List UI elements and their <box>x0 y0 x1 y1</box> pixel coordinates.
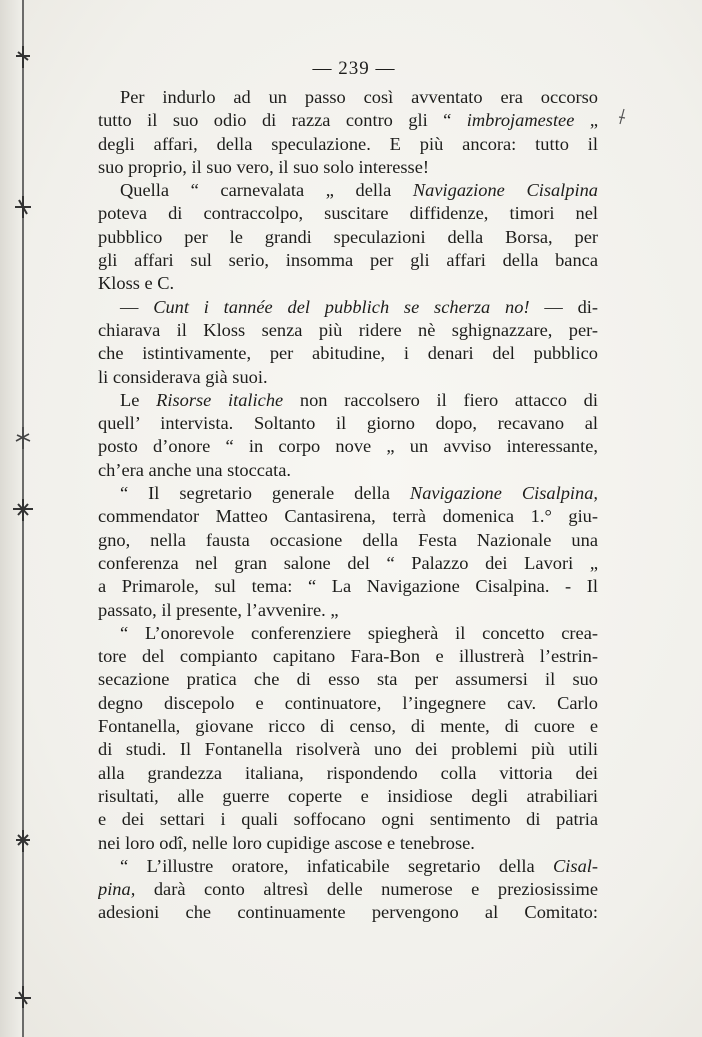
text-line <box>98 785 598 808</box>
text-line <box>98 226 598 249</box>
text-segment: ch’era anche una stoccata. <box>98 459 291 480</box>
text-segment: passato, il presente, l’avvenire. „ <box>98 599 339 620</box>
text-line <box>98 435 598 458</box>
binding-stitch-mark <box>10 425 36 451</box>
text-segment: gno, nella fausta occasione della Festa Nazionale una <box>98 529 598 550</box>
text-segment: che istintivamente, per abitudine, i denari del pubblico <box>98 343 598 364</box>
text-segment: Per indurlo ad un passo così avventato era occorso <box>120 87 598 107</box>
text-segment: tore del compianto capitano Fara-Bon e illustrerà l’estrin- <box>98 646 598 667</box>
text-line <box>98 738 598 761</box>
text-segment: suo proprio, il suo vero, il suo solo interesse! <box>98 156 429 177</box>
italic-text: Risorse italiche <box>156 389 284 410</box>
text-segment: Quella “ carnevalata „ della <box>120 180 413 201</box>
text-line <box>98 156 598 179</box>
text-line <box>98 855 598 878</box>
text-segment: Le <box>120 389 157 410</box>
text-segment: chiarava il Kloss senza più ridere nè sghignazzare, per- <box>98 319 598 340</box>
text-line <box>98 389 598 412</box>
italic-text: Cisal- <box>553 855 598 876</box>
binding-stitch-mark <box>10 194 36 220</box>
text-segment: — <box>120 296 154 317</box>
text-segment: Fontanella, giovane ricco di censo, di mente, di cuore e <box>98 716 598 737</box>
text-segment: commendator Matteo Cantasirena, terrà domenica 1.° giu- <box>98 506 598 527</box>
text-line <box>98 599 598 622</box>
text-line <box>98 552 598 575</box>
text-line <box>98 366 598 389</box>
text-segment: nei loro odî, nelle loro cupidige ascose e tenebrose. <box>98 832 475 853</box>
text-segment: quell’ intervista. Soltanto il giorno dopo, recavano al <box>98 413 598 434</box>
text-line <box>98 342 598 365</box>
body-text <box>98 86 598 925</box>
text-segment: poteva di contraccolpo, suscitare diffidenze, timori nel <box>98 203 598 224</box>
text-segment: gli affari sul serio, insomma per gli affari della banca <box>98 250 598 271</box>
text-line <box>98 529 598 552</box>
italic-text: Navigazione Cisalpina <box>412 180 598 201</box>
text-line <box>98 249 598 272</box>
text-line <box>98 715 598 738</box>
text-line <box>98 878 598 901</box>
text-segment: Kloss e C. <box>98 273 175 294</box>
page-number: — 239 — <box>312 58 396 79</box>
text-line <box>98 692 598 715</box>
italic-text: pina, <box>98 879 136 900</box>
text-segment: degli affari, della speculazione. E più ancora: tutto il <box>98 133 598 154</box>
margin-pen-mark <box>617 108 627 126</box>
text-segment: “ Il segretario generale della <box>120 483 410 504</box>
text-segment: alla grandezza italiana, rispondendo colla vittoria dei <box>98 762 598 783</box>
text-segment: tutto il suo odio di razza contro gli “ <box>98 110 467 131</box>
text-line <box>98 412 598 435</box>
text-line <box>98 505 598 528</box>
text-line <box>98 86 598 109</box>
binding-stitch-mark <box>10 984 36 1010</box>
text-line <box>98 482 598 505</box>
text-segment: e dei settari i quali soffocano ogni sentimento di patria <box>98 809 598 830</box>
italic-text: Navigazione Cisalpina, <box>409 483 598 504</box>
text-line <box>98 668 598 691</box>
text-line <box>98 762 598 785</box>
text-line <box>98 622 598 645</box>
text-line <box>98 645 598 668</box>
text-line <box>98 109 598 132</box>
text-segment: non raccolsero il fiero attacco di <box>283 389 598 410</box>
text-segment: „ <box>574 110 598 131</box>
text-line <box>98 133 598 156</box>
text-segment: a Primarole, sul tema: “ La Navigazione Cisalpina. - Il <box>98 576 598 597</box>
text-segment: — di- <box>529 296 598 317</box>
text-line <box>98 319 598 342</box>
text-line <box>98 179 598 202</box>
text-segment: posto d’onore “ in corpo nove „ un avviso interessante, <box>98 436 598 457</box>
text-line <box>98 272 598 295</box>
text-segment: “ L’illustre oratore, infaticabile segretario della <box>120 855 554 876</box>
text-segment: secazione pratica che di esso sta per assumersi il suo <box>98 669 598 690</box>
binding-stitch-mark <box>10 497 36 523</box>
text-segment: pubblico per le grandi speculazioni della Borsa, per <box>98 226 598 247</box>
text-line <box>98 808 598 831</box>
text-line <box>98 296 598 319</box>
text-segment: darà conto altresì delle numerose e preziosissime <box>135 879 598 900</box>
text-segment: adesioni che continuamente pervengono al Comitato: <box>98 902 598 923</box>
text-segment: li considerava già suoi. <box>98 366 268 387</box>
text-line <box>98 459 598 482</box>
italic-text: Cunt i tannée del pubblich se scherza no! <box>153 296 530 317</box>
text-segment: di studi. Il Fontanella risolverà uno dei problemi più utili <box>98 739 598 760</box>
text-line <box>98 575 598 598</box>
text-line <box>98 901 598 924</box>
text-segment: risultati, alle guerre coperte e insidiose degli atrabiliari <box>98 785 598 806</box>
text-line <box>98 832 598 855</box>
text-segment: “ L’onorevole conferenziere spiegherà il concetto crea- <box>120 622 598 643</box>
italic-text: imbrojamestee <box>466 110 575 131</box>
text-segment: degno discepolo e continuatore, l’ingegnere cav. Carlo <box>98 692 598 713</box>
binding-stitch-mark <box>10 828 36 854</box>
text-segment: conferenza nel gran salone del “ Palazzo dei Lavori „ <box>98 552 598 573</box>
text-line <box>98 202 598 225</box>
